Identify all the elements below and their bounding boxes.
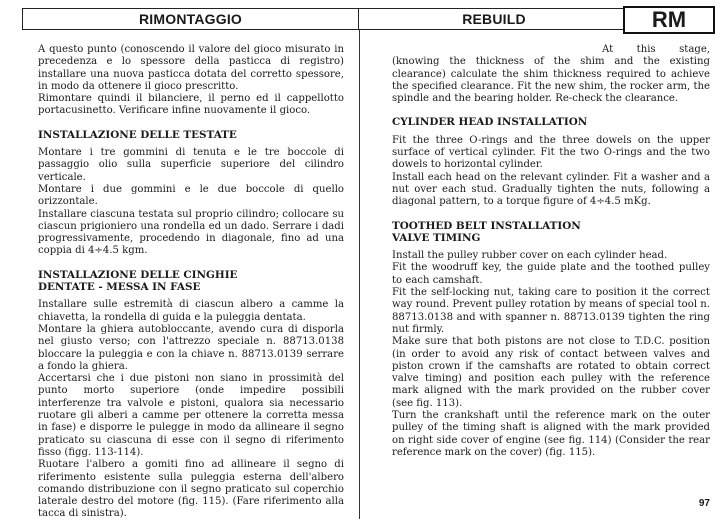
paragraph: Install each head on the relevant cylinder. Fit a washer and a nut over each stud. Gradually tighten the nuts, following a diagonal pattern, to a torque figure of 4÷4.5 mKg. [392, 171, 710, 208]
paragraph: Accertarsi che i due pistoni non siano in prossimità del punto morto superiore (onde impedire possibili interferenze tra valvole e pistoni, qualora sia necessario ruotare gli alberi a camme per ottenere la corretta messa in fase) e disporre le pulegge in modo da allineare il segno praticato su ciascuna di esse con il segno di riferimento fisso (figg. 113-114). [38, 373, 344, 458]
section-badge: RM [623, 6, 715, 34]
section-heading: INSTALLAZIONE DELLE CINGHIE [38, 268, 238, 281]
header-right-title: REBUILD [462, 11, 526, 27]
intro-paragraph-2: Rimontare quindi il bilanciere, il perno ed il cappellotto portacusinetto. Verificare infine nuovamente il gioco. [38, 93, 344, 117]
paragraph: Montare i tre gommini di tenuta e le tre boccole di passaggio olio sulla superficie superiore del cilindro verticale. [38, 147, 344, 183]
paragraph: Montare i due gommini e le due boccole di quello orizzontale. [38, 183, 344, 208]
paragraph: Montare la ghiera autobloccante, avendo cura di disporla nel giusto verso; con l'attrezzo speciale n. 88713.0138 bloccare la puleggia e con la chiave n. 88713.0139 serrare a fondo la ghiera. [38, 323, 344, 372]
paragraph: Install the pulley rubber cover on each cylinder head. [392, 250, 668, 262]
intro-paragraph: A questo punto (conoscendo il valore del gioco misurato in precedenza e lo spessore della pasticca di registro) installare una nuova pasticca dotata del corretto spessore, in modo da ottenere il gioco prescritto. [38, 44, 344, 92]
section-heading: INSTALLAZIONE DELLE TESTATE [38, 128, 237, 141]
paragraph: Turn the crankshaft until the reference mark on the outer pulley of the timing shaft is aligned with the mark provided on right side cover of engine (see fig. 114) (Consider the rear reference mark on the cover) (fig. 115). [392, 410, 710, 458]
paragraph: Installare ciascuna testata sul proprio cilindro; collocare su ciascun prigioniero una rondella ed un dado. Serrare i dadi progressivamente, procedendo in diagonale, fino ad una coppia di 4÷4.5 kgm. [38, 208, 344, 257]
paragraph: Make sure that both pistons are not close to T.D.C. position (in order to avoid any risk of contact between valves and piston crown if the camshafts are rotated to obtain correct valve timing) and position each pulley with the reference mark aligned with the mark provided on the rubber cover (see fig. 113). [392, 336, 710, 409]
paragraph: Fit the woodruff key, the guide plate and the toothed pulley to each camshaft. [392, 262, 710, 286]
italian-column [38, 44, 344, 521]
paragraph: Installare sulle estremità di ciascun albero a camme la chiavetta, la rondella di guida e la puleggia dentata. [38, 299, 344, 323]
section-heading: TOOTHED BELT INSTALLATION [392, 219, 581, 232]
page-number: 97 [698, 498, 710, 509]
page-header [22, 8, 715, 30]
section-heading: DENTATE - MESSA IN FASE [38, 281, 201, 294]
english-column [392, 44, 710, 459]
column-divider [359, 30, 360, 519]
paragraph: Ruotare l'albero a gomiti fino ad allineare il segno di riferimento esistente sulla puleggia esterna dell'albero comando distribuzione con il segno praticato sul coperchio laterale destro del motore (fig. 115). (Fare riferimento alla tacca di sinistra). [38, 459, 344, 520]
intro-paragraph: At this stage, (knowing the thickness of the shim and the existing clearance) calculate the shim thickness required to achieve the specified clearance. Fit the new shim, the rocker arm, the spindle and the bearing holder. Re-check the clearance. [392, 44, 710, 105]
paragraph: Fit the self-locking nut, taking care to position it the correct way round. Prevent pulley rotation by means of special tool n. 88713.0138 and with spanner n. 88713.0139 tighten the ring nut firmly. [392, 287, 710, 335]
paragraph: Fit the three O-rings and the three dowels on the upper surface of vertical cylinder. Fit the two O-rings and the two dowels to horizontal cylinder. [392, 134, 710, 171]
header-left-title: RIMONTAGGIO [23, 9, 359, 29]
section-heading: VALVE TIMING [392, 231, 481, 244]
section-heading: CYLINDER HEAD INSTALLATION [392, 116, 588, 129]
